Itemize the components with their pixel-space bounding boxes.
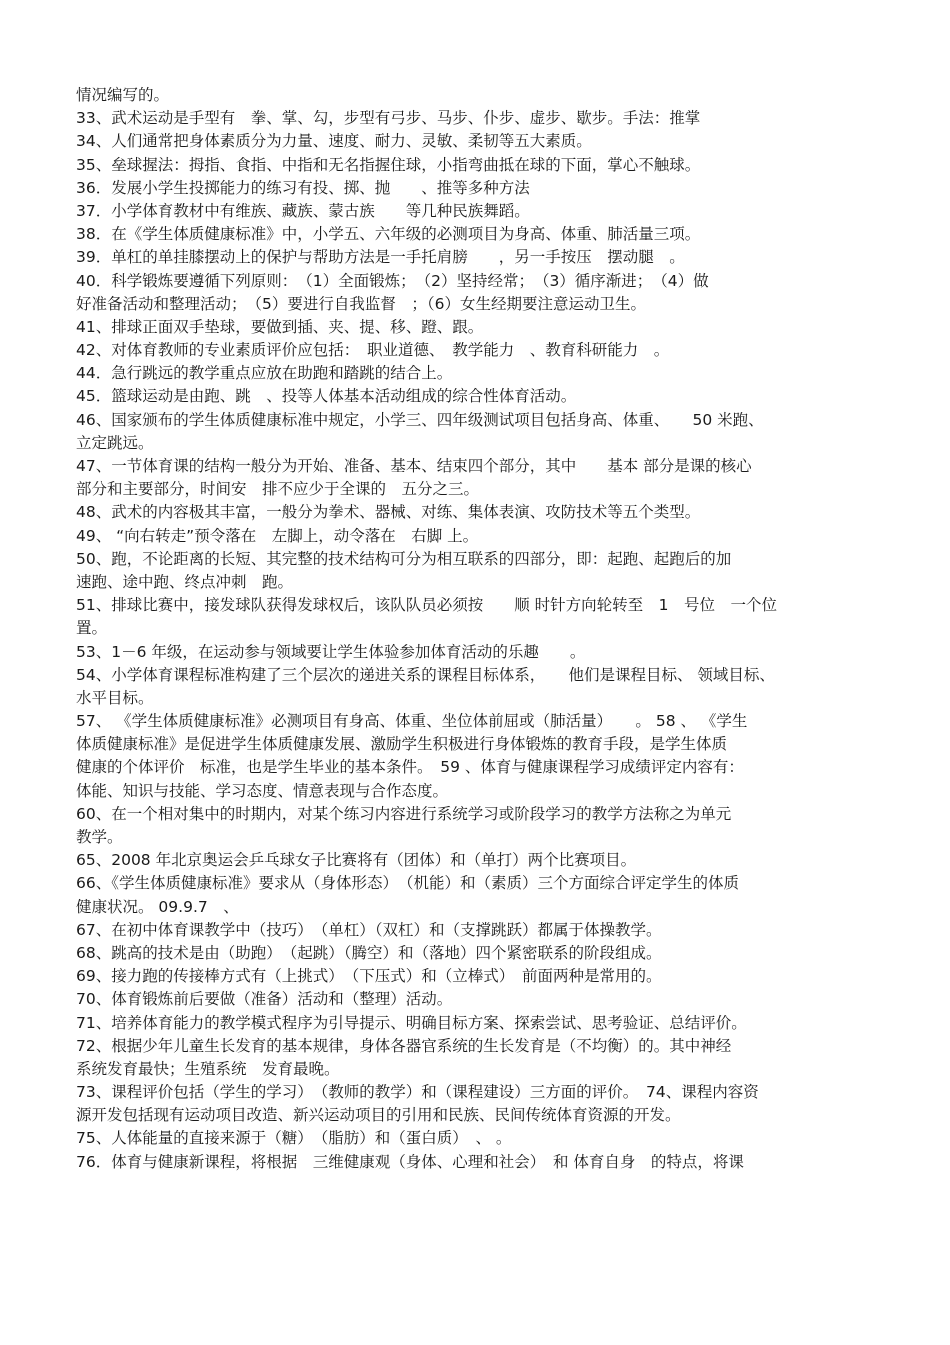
text-line: 54、小学体育课程标准构建了三个层次的递进关系的课程目标体系， 他们是课程目标、 领域目标、 xyxy=(76,665,775,684)
text-line: 36．发展小学生投掷能力的练习有投、掷、抛 、推等多种方法 xyxy=(76,178,530,197)
text-line: 40．科学锻炼要遵循下列原则： （1）全面锻炼； （2）坚持经常； （3）循序渐进； （4）做 xyxy=(76,271,709,290)
text-line: 部分和主要部分，时间安 排不应少于全课的 五分之三。 xyxy=(76,480,480,499)
text-line: 速跑、途中跑、终点冲刺 跑。 xyxy=(76,572,294,591)
text-line: 置。 xyxy=(76,619,108,638)
text-line: 体质健康标准》是促进学生体质健康发展、激励学生积极进行身体锻炼的教育手段，是学生体质 xyxy=(76,735,728,754)
text-line: 51、排球比赛中，接发球队获得发球权后，该队队员必须按 顺 时针方向轮转至 1 号位 一个位 xyxy=(76,596,778,615)
text-line: 健康的个体评价 标准，也是学生毕业的基本条件。 59 、体育与健康课程学习成绩评定内容有： xyxy=(76,758,744,777)
text-line: 立定跳远。 xyxy=(76,433,154,452)
text-line: 69、接力跑的传接棒方式有（上挑式） （下压式）和（立棒式） 前面两种是常用的。 xyxy=(76,967,662,986)
text-line: 45．篮球运动是由跑、跳 、投等人体基本活动组成的综合性体育活动。 xyxy=(76,387,577,406)
text-line: 44．急行跳远的教学重点应放在助跑和踏跳的结合上。 xyxy=(76,364,453,383)
text-line: 39．单杠的单挂膝摆动上的保护与帮助方法是一手托肩膀 ，另一手按压 摆动腿 。 xyxy=(76,248,685,267)
text-line: 76．体育与健康新课程，将根据 三维健康观（身体、心理和社会） 和 体育自身 的特点，将课 xyxy=(76,1152,744,1171)
text-line: 水平目标。 xyxy=(76,688,154,707)
text-line: 75、人体能量的直接来源于（糖） （脂肪）和（蛋白质） 、 。 xyxy=(76,1129,512,1148)
text-line: 46、国家颁布的学生体质健康标准中规定，小学三、四年级测试项目包括身高、体重、 50 米跑、 xyxy=(76,410,764,429)
text-line: 53、1－6 年级，在运动参与领域要让学生体验参加体育活动的乐趣 。 xyxy=(76,642,586,661)
text-line: 66、《学生体质健康标准》要求从（身体形态） （机能）和（素质）三个方面综合评定学生的体质 xyxy=(76,874,739,893)
text-line: 73、课程评价包括（学生的学习） （教师的教学）和（课程建设）三方面的评价。 74、课程内容资 xyxy=(76,1083,759,1102)
text-line: 37．小学体育教材中有维族、藏族、蒙古族 等几种民族舞蹈。 xyxy=(76,201,530,220)
text-line: 教学。 xyxy=(76,828,123,846)
text-line: 系统发育最快；生殖系统 发育最晚。 xyxy=(76,1059,340,1078)
text-line: 67、在初中体育课教学中（技巧） （单杠）（双杠）和（支撑跳跃）都属于体操教学。 xyxy=(76,920,662,939)
text-line: 38．在《学生体质健康标准》中，小学五、六年级的必测项目为身高、体重、肺活量三项。 xyxy=(76,225,701,244)
text-line: 49、 “向右转走”预令落在 左脚上，动令落在 右脚 上。 xyxy=(76,526,479,545)
text-line: 72、根据少年儿童生长发育的基本规律，身体各器官系统的生长发育是（不均衡）的。其中神经 xyxy=(76,1036,732,1055)
text-line: 47、一节体育课的结构一般分为开始、准备、基本、结束四个部分，其中 基本 部分是课的核心 xyxy=(76,457,752,475)
text-line: 健康状况。 09.9.7 、 xyxy=(76,897,239,916)
text-line: 42、对体育教师的专业素质评价应包括： 职业道德、 教学能力 、教育科研能力 。 xyxy=(76,341,670,360)
document-body xyxy=(76,84,876,1174)
text-line: 70、体育锻炼前后要做（准备）活动和（整理）活动。 xyxy=(76,990,453,1009)
text-line: 50、跑，不论距离的长短、其完整的技术结构可分为相互联系的四部分，即：起跑、起跑后的加 xyxy=(76,549,732,568)
text-line: 好准备活动和整理活动； （5）要进行自我监督 ；（6）女生经期要注意运动卫生。 xyxy=(76,294,646,313)
text-line: 65、2008 年北京奥运会乒乓球女子比赛将有（团体）和（单打）两个比赛项目。 xyxy=(76,851,637,870)
text-line: 34、人们通常把身体素质分为力量、速度、耐力、灵敏、柔韧等五大素质。 xyxy=(76,132,592,151)
text-line: 35、垒球握法：拇指、食指、中指和无名指握住球，小指弯曲抵在球的下面，掌心不触球。 xyxy=(76,155,701,174)
text-line: 41、排球正面双手垫球，要做到插、夹、提、移、蹬、跟。 xyxy=(76,317,484,336)
text-line: 71、培养体育能力的教学模式程序为引导提示、明确目标方案、探索尝试、思考验证、总结评价。 xyxy=(76,1013,747,1032)
text-line: 体能、知识与技能、学习态度、情意表现与合作态度。 xyxy=(76,781,449,800)
text-line: 57、 《学生体质健康标准》必测项目有身高、体重、坐位体前屈或（肺活量） 。 58 、 《学生 xyxy=(76,712,748,731)
text-line: 48、武术的内容极其丰富，一般分为拳术、器械、对练、集体表演、攻防技术等五个类型。 xyxy=(76,503,701,522)
text-line: 源开发包括现有运动项目改造、新兴运动项目的引用和民族、民间传统体育资源的开发。 xyxy=(76,1106,681,1125)
text-line: 33、武术运动是手型有 拳、掌、勾，步型有弓步、马步、仆步、虚步、歇步。手法：推掌 xyxy=(76,109,701,128)
text-line: 情况编写的。 xyxy=(76,86,170,104)
text-line: 68、跳高的技术是由（助跑） （起跳）（腾空）和（落地）四个紧密联系的阶段组成。 xyxy=(76,943,662,962)
text-line: 60、在一个相对集中的时期内，对某个练习内容进行系统学习或阶段学习的教学方法称之为单元 xyxy=(76,804,732,823)
